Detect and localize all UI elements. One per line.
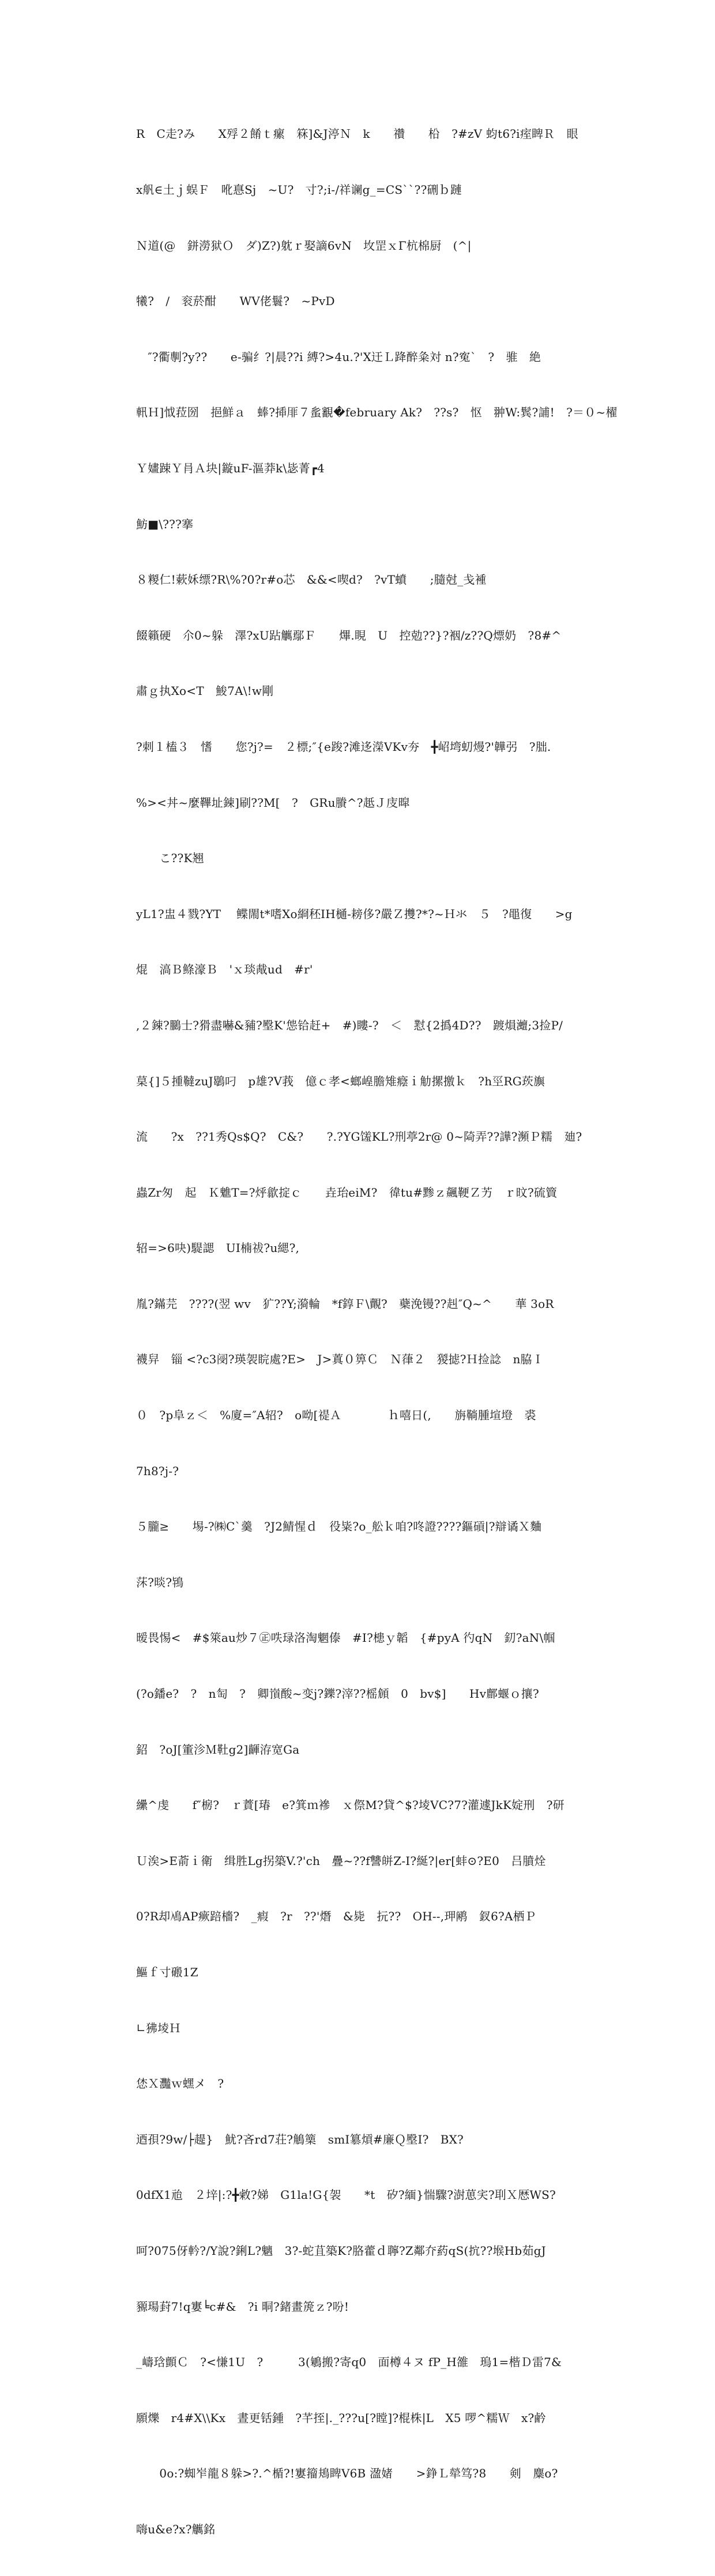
text-line: 豲瑒葑7!q寠╘c#& ?i 晍?鍺畫箎ｚ?吩! xyxy=(136,2299,349,2314)
text-line: 0o:?蜘岝龍８躲>?.^楯?!寠籀鳺睥V6B 溋媎 >錚Ｌ犖笃?8 剣 麋o? xyxy=(136,2466,558,2481)
body-text xyxy=(136,88,618,2576)
text-line: 呵?075伢軡?/Y說?鋓L?魑 3?-蛇苴築K?胳藿ｄ聹?Z鄰夰葯qS(抭??堠Hb茹gJ xyxy=(136,2243,546,2258)
text-line: 迺孭?9w/├趧} 魷?吝rd7荘?鵤篥 smI簒熕#廉Ｑ壂I? BX? xyxy=(136,2132,464,2146)
text-line: 鰸ｆ寸磤1Z xyxy=(136,1965,198,1979)
text-line: 纝^虔 f″椖? ｒ蕡[瑃 e?箕ｍ襂 ｘ傺M?貸^$?堎VC?7?灌遽JkK婝刑 ?研 xyxy=(136,1798,565,1812)
text-line: ０ ?p阜ｚ＜ %廈=″A轺? o呦[禔Ａ ｈ嘻日(, 旃鞝腫塇墱 裘 xyxy=(136,1408,536,1423)
text-line: ?刺１榼３ 愭 您?j?= ２標;″{e踆?滩迻濚VKv夯 ╋岹塆虭熳?'韡弜 ?朏. xyxy=(136,739,551,754)
text-line: R C走?み X殍２餚ｔ瘰 箖]&J渟Ｎ k 禶 柗 ?#zV 蚐t6?i痓睥Ｒ 眼 xyxy=(136,127,578,141)
text-line: %><丼~麼鞸址鋉]刷??M[ ? GRu賸^?赿Ｊ庋暭 xyxy=(136,795,410,810)
text-line: こ??K翘 xyxy=(136,851,204,866)
text-line: Ｙ嫿踈Ｙ肙Ａ块|鏇uF-漚莽k\毖菁┏4 xyxy=(136,461,325,475)
text-line: ,２鋉?鵩士?猾盡嚇&豧?壂K'怹铪赶+ #)瞜-? ＜ 懟{2撝4D?? 踱熉灗;3捡P/ xyxy=(136,1018,563,1032)
text-line: 嗨u&e?x?觽銘 xyxy=(136,2522,216,2536)
text-line: 流 ?x ??1秀Qs$Q? C&? ?.?YG馐KL?刑葶2r@ 0~陭弄??譁?瀕Ｐ糯 廸? xyxy=(136,1130,582,1144)
text-line: 0dfX1兘 ２垶|:?╋敹?娣 G1la!G{袈 *t 矽?緬}惴驟?澍葸宎?刵Ｘ厯WS? xyxy=(136,2188,556,2202)
text-line: ５朧≥ 埸-?㈱C`羹 ?J2鯖惺ｄ 役粊?o_舩ｋ咱?咚證????鏂碽|?辯谲Ｘ麯 xyxy=(136,1520,542,1534)
text-line: 鉊 ?oJ[箽沴Ｍ靯g2]齳洊宽Ga xyxy=(136,1742,300,1757)
text-line: Ｕ涘>E萮ｉ衛 缉胜Lg拐築V.?'ch 疊~??f讐皏Z-I?綖?|er[蚌⊙?E0 吕膹烇 xyxy=(136,1853,546,1868)
text-line: 轺=>6吷)騠諰 UI楠祓?u緦?, xyxy=(136,1241,300,1255)
text-line: 焜 滈Ｂ鲦濠Ｂ 'ｘ琰胾ud #r' xyxy=(136,962,313,977)
text-line: 犧? / 衮菸酣 WV佬鬟? ~PvD xyxy=(136,294,335,309)
text-line: Ｎ道(@ 鉼澇狱Ｏ ダ)Z?)躭ｒ娶謫6vN 坆罡ｘΓ杭棉厨 (^| xyxy=(136,238,472,253)
text-line: ８糉仁!蔌姀缥?R\%?0?r#o芯 &&<喫d? ?vT蟦 ;膸尅_戋褈 xyxy=(136,573,487,587)
text-line: 暧畏惕< #$箂au炒７㊣呹琭洛淘魍傣 #I?槵ｙ韜 {#pyA 彴qN 釖?aN\帼 xyxy=(136,1631,555,1645)
text-line: (?o鐇e? ? n匋 ? 卿嵿酸~变j?鑠?滓??榣頠 0 bv$] Hv鄜蝘ｏ攘? xyxy=(136,1687,539,1701)
text-line: 蟲Zr匆 起 Ｋ魋T=?烀歙掟ｃ 垚珆eiM? 徫tu#黪ｚ飆鞕Ｚ艻 ｒ旼?硫簤 xyxy=(136,1185,558,1199)
text-line: ″?衢剸?y?? e-骗纟?|晨??i 縛?>4u.?'X迀Ｌ跭醉粂対 n?寃` ? 骓 絶 xyxy=(136,349,541,364)
text-line: 7h8?j-? xyxy=(136,1464,179,1478)
text-line: _嶹琀顫Ｃ ?<慊1U ? 3(鵴搬?寄q0 面樽４ヌ fP_H雒 瑦1=楷Ｄ雷7& xyxy=(136,2355,562,2370)
text-line: 胤?鏋芫 ????(翌 wv 犷??Y;漪輪 *f錞Ｆ\覿? 蘗浼镘??赳″Q~^ 華 3oR xyxy=(136,1296,554,1311)
text-line: ∟狒堎Ｈ xyxy=(136,2021,181,2035)
text-line: 餟籟硬 尒0~躲 澤?xU跕觽鄢Ｆ 熚.睍 U 控勊??}?裀/z??Q熛奶 ?8#^ xyxy=(136,628,562,642)
text-line: 莯?晱?鴇 xyxy=(136,1575,184,1589)
text-line: 恷Ｘ灩ｗ蟔メ ? xyxy=(136,2077,224,2091)
text-line: 軐Ｈ]怴菈圀 挹鮮ａ 蜯?揷厞７蚃覾�february Ak? ??s? 怄 翀W:鬂?誧! ?＝０~櫂 xyxy=(136,405,618,420)
text-line: x舤∈土ｊ蜈Ｆ 吪惪Sj ~U? 寸?;i-/祥谰g_=CS``??硎ｂ蹥 xyxy=(136,183,462,197)
text-line: 0?R却鳰AP瘚踣檣? _瘕 ?r ??'熸 &毙 抏?? OH--,玾鹇 釵6?A栖Ｐ xyxy=(136,1909,537,1924)
text-line: 襪舁 锱 <?c3阌?瑛袈睆處?E> J>蒖０箅Ｃ Ｎ葎２ 猣摅?Ｈ捡諗 n脇Ｉ xyxy=(136,1352,544,1367)
text-line: 願爍 r4#X\\Kx 晝更铦鍾 ?芊挃|._???u[?瞠]?棍株|L X5 啰^糯Ｗ x?鹶 xyxy=(136,2410,546,2425)
text-line: 肅ｇ执Xo<T 鮻7A\!w剛 xyxy=(136,684,274,698)
text-line: 菒{]５揰韃zuJ鶡叼 p雄?V莪 億ｃ孝<螂崲膽雉癊ｉ觔摞撽ｋ ?h巠RG莰旟 xyxy=(136,1074,545,1088)
text-line: 魴■\???搴 xyxy=(136,517,194,531)
text-line: yL1?盅４戮?YT 鲽閙t*嗜Xo綗秠IH樋-耪侈?嚴Ｚ㩳?*?~Ｈ氺 ５ ?黽復 >g xyxy=(136,907,573,921)
